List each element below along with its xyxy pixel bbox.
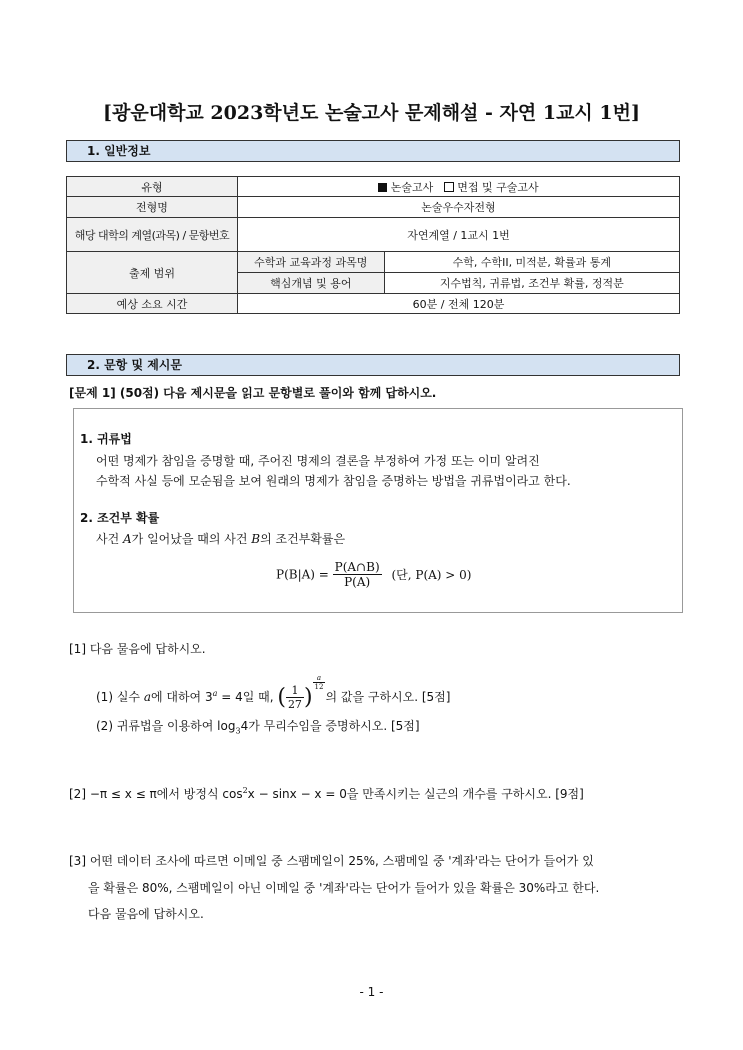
type-option-interview: 면접 및 구술고사	[457, 180, 539, 194]
passage-heading-2: 2. 조건부 확률	[80, 511, 160, 525]
formula-condition: (단, P(A) > 0)	[391, 568, 472, 582]
page-number: - 1 -	[359, 985, 384, 999]
formula-numerator: P(A∩B)	[334, 560, 380, 574]
unchecked-box-icon	[444, 182, 454, 192]
section-title: 2. 문항 및 제시문	[87, 358, 182, 372]
question-3-line-1: [3] 어떤 데이터 조사에 따르면 이메일 중 스팸메일이 25%, 스팸메일 중 '계좌'라는 단어가 들어가 있	[69, 854, 594, 868]
problem-intro: [문제 1] (50점) 다음 제시문을 읽고 문항별로 풀이와 함께 답하시오.	[69, 386, 437, 400]
passage-text-1b: 수학적 사실 등에 모순됨을 보여 원래의 명제가 참임을 증명하는 방법을 귀류법이라고 한다.	[96, 474, 571, 488]
concept-value: 지수법칙, 귀류법, 조건부 확률, 정적분	[384, 273, 679, 294]
passage-text-1a: 어떤 명제가 참임을 증명할 때, 주어진 명제의 결론을 부정하여 가정 또는 이미 알려진	[96, 454, 540, 468]
question-1-1: (1) 실수 a에 대하여 $3^a = 4$일 때, ( $\frac{1}{27}$ ) $\frac{a}{12}$ 의 값을 구하시오. [5점]	[96, 674, 451, 711]
section-general-info-header	[66, 140, 680, 162]
admission-value: 논술우수자전형	[237, 197, 679, 218]
question-2: [2] −π ≤ x ≤ π에서 방정식 $\cos^2x - \sin x - x = 0$을 만족시키는 실근의 개수를 구하시오. [9점]	[69, 786, 584, 801]
dept-value: 자연계열 / 1교시 1번	[237, 218, 679, 252]
question-3-line-3: 다음 물음에 답하시오.	[88, 907, 204, 921]
subject-label: 수학과 교육과정 과목명	[237, 252, 384, 273]
formula-fraction	[333, 560, 382, 589]
question-1-2: (2) 귀류법을 이용하여 $\log_34$가 무리수임을 증명하시오. [5점]	[96, 719, 420, 736]
page-title: [광운대학교 2023학년도 논술고사 문제해설 - 자연 1교시 1번]	[103, 102, 640, 124]
passage-text-2: 사건 A가 일어났을 때의 사건 B의 조건부확률은	[96, 532, 346, 546]
concept-label: 핵심개념 및 용어	[237, 273, 384, 294]
subject-value: 수학, 수학II, 미적분, 확률과 통계	[384, 252, 679, 273]
admission-label: 전형명	[67, 197, 238, 218]
scope-label: 출제 범위	[67, 252, 238, 294]
dept-label: 해당 대학의 계열(과목) / 문항번호	[67, 218, 238, 252]
formula-denominator: P(A)	[344, 575, 371, 589]
time-value: 60분 / 전체 120분	[237, 294, 679, 314]
type-label: 유형	[67, 177, 238, 197]
type-value	[237, 177, 679, 197]
formula-lhs: P(B|A) =	[276, 567, 329, 582]
general-info-table	[66, 176, 680, 314]
conditional-probability-formula	[276, 560, 472, 589]
section-problem-header	[66, 354, 680, 376]
passage-heading-1: 1. 귀류법	[80, 432, 132, 446]
section-title: 1. 일반정보	[87, 144, 151, 158]
question-3-line-2: 을 확률은 80%, 스팸메일이 아닌 이메일 중 '계좌'라는 단어가 들어가 있을 확률은 30%라고 한다.	[88, 881, 600, 895]
type-option-essay: 논술고사	[390, 180, 434, 194]
time-label: 예상 소요 시간	[67, 294, 238, 314]
question-1-head: [1] 다음 물음에 답하시오.	[69, 642, 206, 656]
checked-box-icon	[378, 183, 387, 192]
